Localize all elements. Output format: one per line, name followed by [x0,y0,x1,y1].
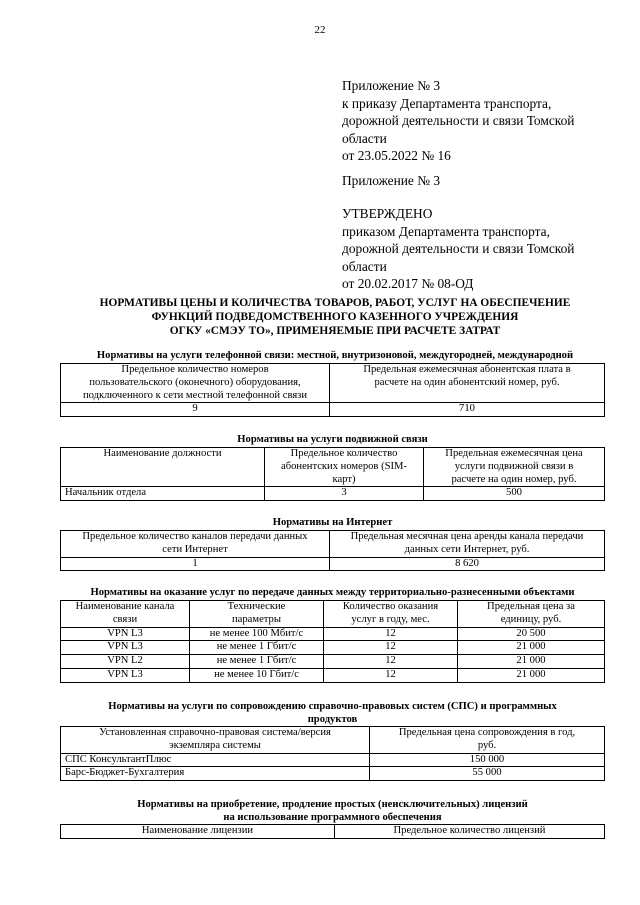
table-cell: не менее 100 Мбит/с [190,627,324,641]
table-cell: не менее 1 Гбит/с [190,655,324,669]
table-cell: 710 [330,403,605,417]
table-cell: VPN L3 [61,627,190,641]
header-line: связи [112,613,138,625]
table-cell: 1 [61,557,330,571]
table-cell: 20 500 [458,627,605,641]
approved-line: приказом Департамента транспорта, [342,223,550,239]
table-header [330,531,605,558]
table-header [61,727,370,754]
table-row [61,655,605,669]
licenses-table [60,824,605,839]
table-cell: 21 000 [458,641,605,655]
table-cell: 3 [265,487,424,501]
table-cell: Начальник отдела [61,487,265,501]
header-line: Предельное количество [290,448,398,459]
section2-title: Нормативы на услуги подвижной связи [237,434,428,445]
title-line: ОГКУ «СМЭУ ТО», ПРИМЕНЯЕМЫЕ ПРИ РАСЧЕТЕ ЗАТРАТ [169,325,501,337]
table-header [424,448,605,487]
table-row [61,557,605,571]
table-cell: VPN L3 [61,641,190,655]
table-cell: 12 [324,655,458,669]
appendix-block [342,77,574,165]
header-line: Установленная справочно-правовая система/версия [99,727,331,738]
header-line: Предельная ежемесячная абонентская плата в [363,364,571,375]
table-cell: 9 [61,403,330,417]
table-cell: VPN L3 [61,668,190,682]
header-line: Технические [227,601,286,612]
table-cell: 500 [424,487,605,501]
table-header [324,601,458,628]
table-header: Предельное количество лицензий [335,825,605,839]
table-cell: 55 000 [370,767,605,781]
header-line: Предельная цена сопровождения в год, [398,727,576,738]
table-cell: не менее 1 Гбит/с [190,641,324,655]
appendix-2-text: Приложение № 3 [342,173,441,188]
table-header [265,448,424,487]
table-row [61,403,605,417]
title-line: продуктов [307,713,358,725]
header-line: параметры [232,613,281,625]
table-row [61,487,605,501]
table-cell: 8 620 [330,557,605,571]
table-cell: 12 [324,641,458,655]
document-title [40,296,630,338]
header-line: Предельная месячная цена аренды канала передачи [350,531,584,542]
table-header [458,601,605,628]
header-line: услуг в году, мес. [351,613,430,625]
header-line: расчете на один номер, руб. [451,473,577,485]
approved-line: от 20.02.2017 № 08-ОД [342,276,474,291]
table-header [330,364,605,403]
table-cell: VPN L2 [61,655,190,669]
approved-line: области [342,258,387,274]
title-line: НОРМАТИВЫ ЦЕНЫ И КОЛИЧЕСТВА ТОВАРОВ, РАБОТ, УСЛУГ НА ОБЕСПЕЧЕНИЕ [99,297,571,309]
page-number: 22 [314,24,326,36]
appendix-line: дорожной деятельности и связи Томской [342,113,575,128]
section5-title [60,701,605,726]
table-row [61,641,605,655]
table-cell: 21 000 [458,668,605,682]
approved-line: дорожной деятельности и связи Томской [342,241,575,256]
table-header [370,727,605,754]
table-header [190,601,324,628]
section6-title [60,799,605,824]
table-header [61,448,265,487]
table-header [61,531,330,558]
appendix-line: Приложение № 3 [342,78,441,93]
table-cell: СПС КонсультантПлюс [61,753,370,767]
header-line: Предельное количество номеров [121,364,269,375]
approved-line: УТВЕРЖДЕНО [342,206,433,221]
table-cell: Барс-Бюджет-Бухгалтерия [61,767,370,781]
title-line: Нормативы на приобретение, продление простых (неисключительных) лицензий [137,799,528,810]
table-cell: 21 000 [458,655,605,669]
header-line: пользовательского (оконечного) оборудования, [89,376,301,388]
header-line: карт) [332,473,356,485]
header-line: услуги подвижной связи в [454,460,574,472]
title-line: на использование программного обеспечения [223,811,442,823]
table-row [61,767,605,781]
appendix-line: к приказу Департамента транспорта, [342,95,552,111]
legal-systems-table [60,726,605,781]
table-row [61,668,605,682]
header-line: Наименование канала [75,601,175,612]
table-header [61,601,190,628]
table-cell: 12 [324,668,458,682]
section4-title: Нормативы на оказание услуг по передаче данных между территориально-разнесенными объектами [90,587,575,598]
table-row [61,753,605,767]
table-cell: 12 [324,627,458,641]
header-line: единицу, руб. [500,613,562,625]
header-line: Количество оказания [342,601,439,612]
section3-title: Нормативы на Интернет [272,517,393,528]
table-header: Наименование лицензии [61,825,335,839]
header-line: Наименование должности [103,448,222,459]
table-header [61,364,330,403]
telephone-table [60,363,605,417]
header-line: данных сети Интернет, руб. [404,543,530,555]
header-line: подключенного к сети местной телефонной связи [82,389,308,401]
header-line: расчете на один абонентский номер, руб. [374,376,560,388]
header-line: руб. [477,739,497,751]
appendix-2 [342,172,440,190]
appendix-line: от 23.05.2022 № 16 [342,148,451,163]
header-line: Предельная цена за [487,601,575,612]
table-cell: 150 000 [370,753,605,767]
mobile-table [60,447,605,501]
table-row [61,627,605,641]
internet-table [60,530,605,571]
section1-title: Нормативы на услуги телефонной связи: местной, внутризоновой, междугородней, международной [96,350,574,361]
header-line: сети Интернет [162,543,228,555]
table-cell: не менее 10 Гбит/с [190,668,324,682]
data-transfer-table [60,600,605,683]
header-line: абонентских номеров (SIM- [281,460,407,472]
header-line: экземпляра системы [169,739,261,751]
appendix-line: области [342,130,387,146]
header-line: Предельная ежемесячная цена [445,448,583,459]
title-line: Нормативы на услуги по сопровождению справочно-правовых систем (СПС) и программных [108,701,557,712]
header-line: Предельное количество каналов передачи данных [82,531,308,542]
approved-block [342,205,574,293]
title-line: ФУНКЦИЙ ПОДВЕДОМСТВЕННОГО КАЗЕННОГО УЧРЕЖДЕНИЯ [151,311,519,323]
